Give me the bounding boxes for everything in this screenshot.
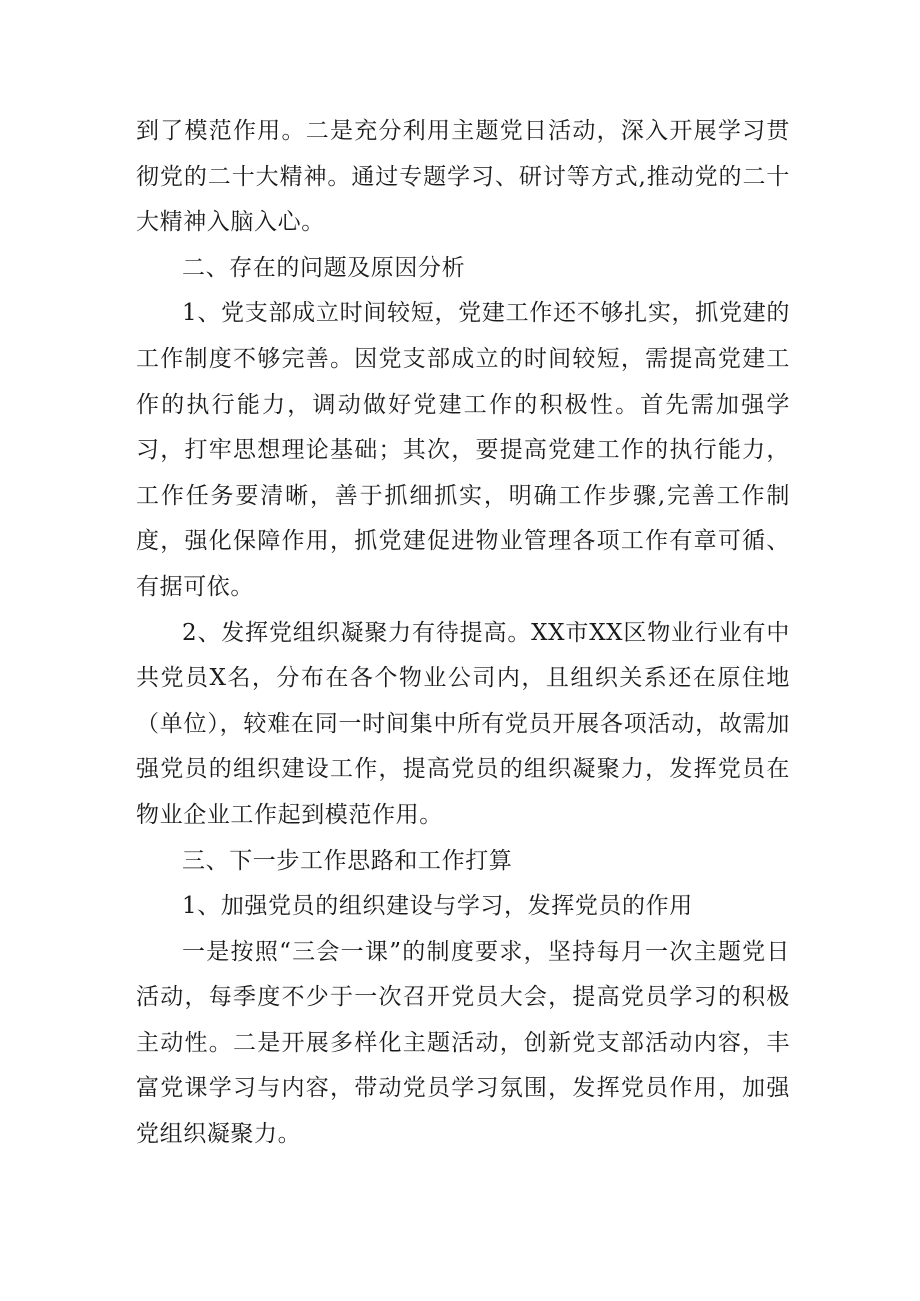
paragraph-next-steps-detail: 一是按照“三会一课”的制度要求，坚持每月一次主题党日活动，每季度不少于一次召开党员大会，提高党员学习的积极主动性。二是开展多样化主题活动，创新党支部活动内容，丰富党课学习与内容，带动党员学习氛围，发挥党员作用，加强党组织凝聚力。 [136,938,790,1148]
paragraph-continuation: 到了模范作用。二是充分利用主题党日活动，深入开展学习贯彻党的二十大精神。通过专题学习、研讨等方式,推动党的二十大精神入脑入心。 [136,118,790,236]
section-heading-next-steps: 三、下一步工作思路和工作打算 [182,847,513,874]
paragraph-problem-1: 1、党支部成立时间较短，党建工作还不够扎实，抓党建的工作制度不够完善。因党支部成立的时间较短，需提高党建工作的执行能力，调动做好党建工作的积极性。首先需加强学习，打牢思想理论基础；其次，要提高党建工作的执行能力，工作任务要清晰，善于抓细抓实，明确工作步骤,完善工作制度，强化保障作用，抓党建促进物业管理各项工作有章可循、有据可依。 [136,300,790,600]
subheading-strengthen-members: 1、加强党员的组织建设与学习，发挥党员的作用 [182,893,693,920]
section-heading-problems: 二、存在的问题及原因分析 [182,254,466,281]
document-body [136,109,790,1158]
paragraph-problem-2: 2、发挥党组织凝聚力有待提高。XX市XX区物业行业有中共党员X名，分布在各个物业公司内，且组织关系还在原住地（单位），较难在同一时间集中所有党员开展各项活动，故需加强党员的组织建设工作，提高党员的组织凝聚力，发挥党员在物业企业工作起到模范作用。 [136,619,790,828]
